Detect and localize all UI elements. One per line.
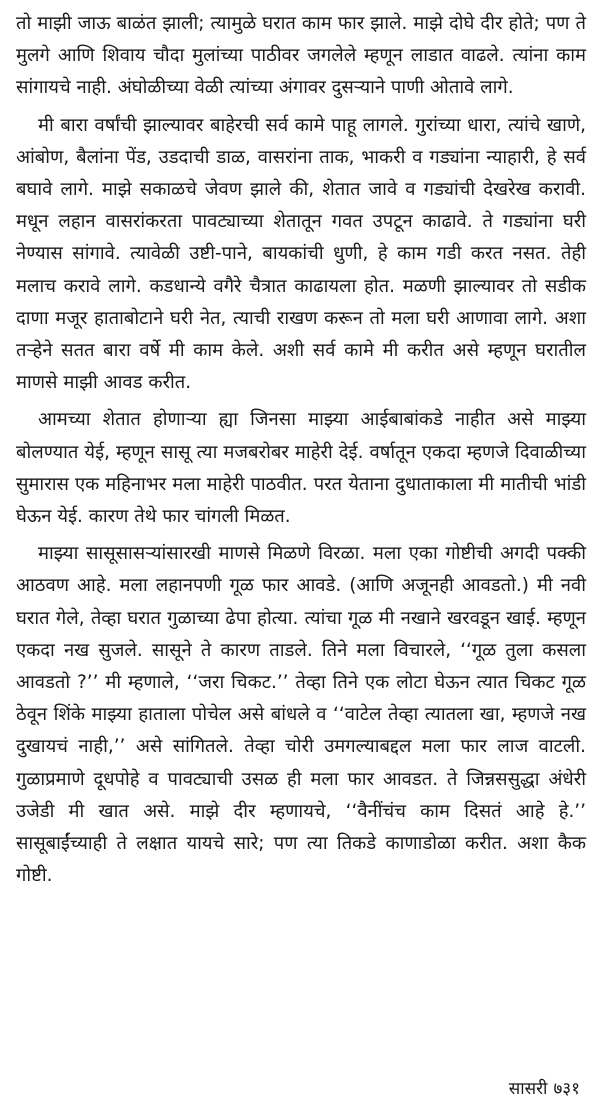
page-footer xyxy=(509,1076,580,1099)
paragraph-1: तो माझी जाऊ बाळंत झाली; त्यामुळे घरात काम फार झाले. माझे दोघे दीर होते; पण ते मुलगे आणि शिवाय चौदा मुलांच्या पाठीवर जगलेले म्हणून लाडात वाढले. त्यांना काम सांगायचे नाही. अंघोळीच्या वेळी त्यांच्या अंगावर दुसऱ्याने पाणी ओतावे लागे. xyxy=(16,13,586,99)
paragraph-2: मी बारा वर्षांची झाल्यावर बाहेरची सर्व कामे पाहू लागले. गुरांच्या धारा, त्यांचे खाणे, आंबोण, बैलांना पेंड, उडदाची डाळ, वासरांना ताक, भाकरी व गड्यांना न्याहारी, हे सर्व बघावे लागे. माझे सकाळचे जेवण झाले की, शेतात जावे व गड्यांची देखरेख करावी. मधून लहान वासरांकरता पावट्याच्या शेतातून गवत उपटून काढावे. ते गड्यांना घरी नेण्यास सांगावे. त्यावेळी उष्टी-पाने, बायकांची धुणी, हे काम गडी करत नसत. तेही मलाच करावे लागे. कडधान्ये वगैरे चैत्रात काढायला होत. मळणी झाल्यावर तो सडीक दाणा मजूर हाताबोटाने घरी नेत, त्याची राखण करून तो मला घरी आणावा लागे. अशा तऱ्हेने सतत बारा वर्षे मी काम केले. अशी सर्व कामे मी करीत असे म्हणून घरातील माणसे माझी आवड करीत. xyxy=(16,114,586,394)
paragraph-4: माझ्या सासूसासऱ्यांसारखी माणसे मिळणे विरळा. मला एका गोष्टीची अगदी पक्की आठवण आहे. मला लहानपणी गूळ फार आवडे. (आणि अजूनही आवडतो.) मी नवी घरात गेले, तेव्हा घरात गुळाच्या ढेपा होत्या. त्यांचा गूळ मी नखाने खरवडून खाई. म्हणून एकदा नख सुजले. सासूने ते कारण ताडले. तिने मला विचारले, ‘‘गूळ तुला कसला आवडतो ?’’ मी म्हणाले, ‘‘जरा चिकट.’’ तेव्हा तिने एक लोटा घेऊन त्यात चिकट गूळ ठेवून शिंके माझ्या हाताला पोचेल असे बांधले व ‘‘वाटेल तेव्हा त्यातला खा, म्हणजे नख दुखायचं नाही,’’ असे सांगितले. तेव्हा चोरी उमगल्याबद्दल मला फार लाज वाटली. गुळाप्रमाणे दूधपोहे व पावट्याची उसळ ही मला फार आवडत. ते जिन्नससुद्धा अंधेरी उजेडी मी खात असे. माझे दीर म्हणायचे, ‘‘वैनींचंच काम दिसतं आहे हे.’’ सासूबाईंच्याही ते लक्षात यायचे सारे; पण त्या तिकडे काणाडोळा करीत. अशा कैक गोष्टी. xyxy=(16,543,586,887)
running-title: सासरी xyxy=(508,1079,548,1099)
document-body xyxy=(16,8,586,892)
page-number: ७३१ xyxy=(553,1079,580,1099)
paragraph-3: आमच्या शेतात होणाऱ्या ह्या जिनसा माझ्या आईबाबांकडे नाहीत असे माझ्या बोलण्यात येई, म्हणून सासू त्या मजबरोबर माहेरी देई. वर्षातून एकदा म्हणजे दिवाळीच्या सुमारास एक महिनाभर मला माहेरी पाठवीत. परत येताना दुधाताकाला मी मातीची भांडी घेऊन येई. कारण तेथे फार चांगली मिळत. xyxy=(16,409,586,528)
